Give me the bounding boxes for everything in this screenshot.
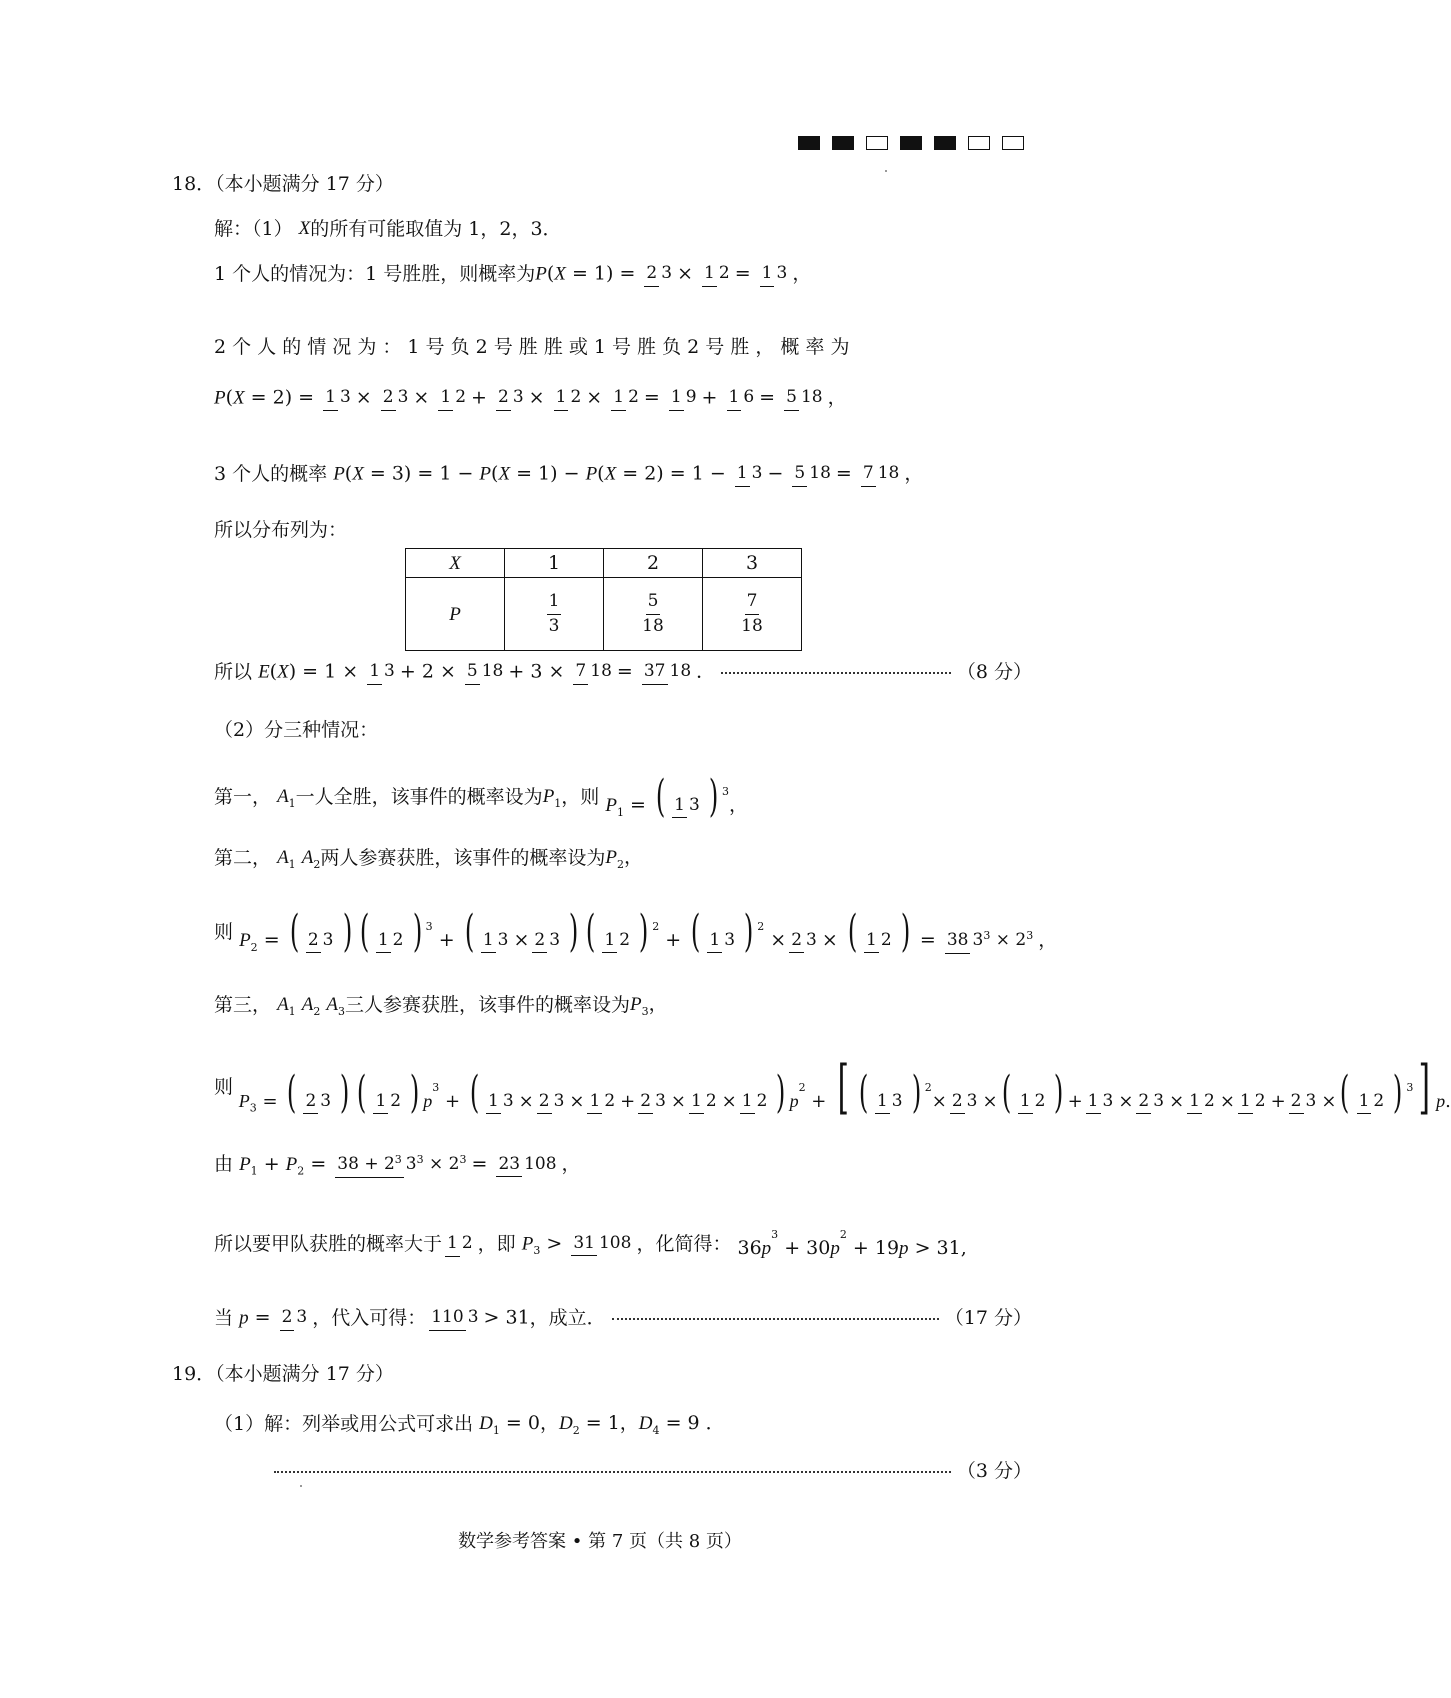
q18-case1: 第一， $A_1$ 一人全胜，该事件的概率设为 $P_1$ ，则 $P_1$ = ( 1 3 ) $^3$， xyxy=(214,771,748,822)
table-cell: 2 xyxy=(604,549,703,578)
dot-leader xyxy=(612,1317,939,1320)
formula-inequality: $36p^3 + 30p^2 + 19p > 31$, xyxy=(731,1228,967,1259)
dot-leader xyxy=(274,1470,951,1473)
q18-case2: 第二， $A_1$ $A_2$ 两人参赛获胜，该事件的概率设为 $P_2$， xyxy=(214,846,643,871)
table-row xyxy=(406,549,802,578)
q18-case3: 第三， $A_1$ $A_2$ $A_3$ 三人参赛获胜，该事件的概率设为 $P_3$， xyxy=(214,993,668,1018)
scan-speck xyxy=(300,1485,302,1487)
formula-sum: $P_1 + P_2 = 38 + 2^3$ $3^3 \times 2^3 = 23$ 108 ， xyxy=(239,1152,581,1178)
formula-p-value: p = 2 3 xyxy=(233,1306,312,1331)
page-footer: 数学参考答案 • 第 7 页（共 8 页） xyxy=(458,1531,742,1552)
dot-leader xyxy=(721,671,951,674)
q18-line-one-person: 1 个人的情况为：1 号胜胜，则概率为 P(X = 1) = 2 3 × 1 2 = 1 3 ， xyxy=(214,262,812,285)
filled-square-mark xyxy=(934,136,956,150)
q18-dist-intro: 所以分布列为： xyxy=(214,519,348,541)
formula-p2: 则 $P_2$ = ( 2 3 ) ( 1 2 ) $^3$ + ( 1 3 × 2 3 ) ( 1 2 ) $^2$ + ( 1 3 ) $^2$ × 2 3 × ( 1 2 ) = 38 $3^3 \times 2^3$ ， xyxy=(214,906,1058,957)
score-points: （17 分） xyxy=(944,1306,1032,1329)
formula-px3: P(X = 3) = 1 − P(X = 1) − P(X = 2) = 1 − 1 3 − 5 18 = 7 18 ， xyxy=(327,462,923,487)
table-row xyxy=(406,578,802,651)
q18-title: 18．（本小题满分 17 分） xyxy=(172,173,394,195)
score-points: （3 分） xyxy=(956,1460,1032,1482)
q18-final: 当 p = 2 3 ，代入可得： 110 3 > 31 ，成立． （17 分） xyxy=(214,1306,1032,1329)
distribution-table xyxy=(405,548,802,651)
table-cell: P xyxy=(406,578,505,651)
score-points: （8 分） xyxy=(956,660,1032,683)
empty-square-mark xyxy=(866,136,888,150)
q18-line-three-persons: 3 个人的概率 P(X = 3) = 1 − P(X = 1) − P(X = 2) = 1 − 1 3 − 5 18 = 7 18 ， xyxy=(214,462,924,485)
q18-part2-intro: （2）分三种情况： xyxy=(214,719,379,741)
formula-check: 110 3 > 31 xyxy=(426,1306,529,1331)
q19-score-line xyxy=(268,1460,1032,1483)
q18-expectation: 所以 E(X) = 1 × 1 3 + 2 × 5 18 + 3 × 7 18 = 37 18 ． （8 分） xyxy=(214,660,1032,683)
formula-p3-bound: $P_3 > 31$ 108 xyxy=(521,1232,632,1257)
formula-d-values: $D_1 = 0$，$D_2 = 1$，$D_4 = 9$ ． xyxy=(479,1412,725,1437)
table-cell: $\frac{1}{3}$ xyxy=(505,578,604,651)
filled-square-mark xyxy=(832,136,854,150)
formula-px2: P(X = 2) = 1 3 × 2 3 × 1 2 + 2 3 × 1 2 × 1 2 = 1 9 + 1 6 = 5 18 ， xyxy=(214,386,1032,411)
scan-speck xyxy=(885,170,887,172)
formula-px1: P(X = 1) = 2 3 × 1 2 = 1 3 ， xyxy=(535,262,811,287)
q18-condition: 所以要甲队获胜的概率大于 1 2 ，即 $P_3 > 31$ 108 ，化简得： $36p^3 + 30p^2 + 19p > 31$, xyxy=(214,1228,967,1259)
table-cell: $\frac{7}{18}$ xyxy=(703,578,802,651)
table-cell: 1 xyxy=(505,549,604,578)
filled-square-mark xyxy=(900,136,922,150)
page-marker-squares xyxy=(798,136,1024,150)
table-cell: 3 xyxy=(703,549,802,578)
filled-square-mark xyxy=(798,136,820,150)
formula-p1: $P_1$ = ( 1 3 ) $^3$， xyxy=(605,771,748,822)
formula-ex: E(X) = 1 × 1 3 + 2 × 5 18 + 3 × 7 18 = 37 18 ． xyxy=(252,660,715,685)
q19-line1: （1）解：列举或用公式可求出 $D_1 = 0$，$D_2 = 1$，$D_4 = 9$ ． xyxy=(214,1412,725,1437)
empty-square-mark xyxy=(968,136,990,150)
q18-line-values: 解：（1） X 的所有可能取值为 1，2，3． xyxy=(214,218,562,240)
formula-p3: 则 $P_3$ = ( 2 3 ) ( 1 2 ) $p^3$ + ( 1 3 × 2 3 × 1 2 + 2 3 × 1 2 × 1 2 ) $p^2$ + [ ( 1 3 ) $^2$× 2 3 ×( 1 2 ) + 1 3 × 2 3 × 1 2 × 1 2 + 2 3 ×( 1 2 ) $^3$] p. xyxy=(214,1053,1451,1121)
empty-square-mark xyxy=(1002,136,1024,150)
table-cell: X xyxy=(406,549,505,578)
q18-line-two-persons: 2 个 人 的 情 况 为 ： 1 号 负 2 号 胜 胜 或 1 号 胜 负 2 号 胜 ， 概 率 为 xyxy=(214,336,850,358)
table-cell: $\frac{5}{18}$ xyxy=(604,578,703,651)
q18-sum: 由 $P_1 + P_2 = 38 + 2^3$ $3^3 \times 2^3 = 23$ 108 ， xyxy=(214,1152,581,1178)
q19-title: 19．（本小题满分 17 分） xyxy=(172,1363,394,1385)
